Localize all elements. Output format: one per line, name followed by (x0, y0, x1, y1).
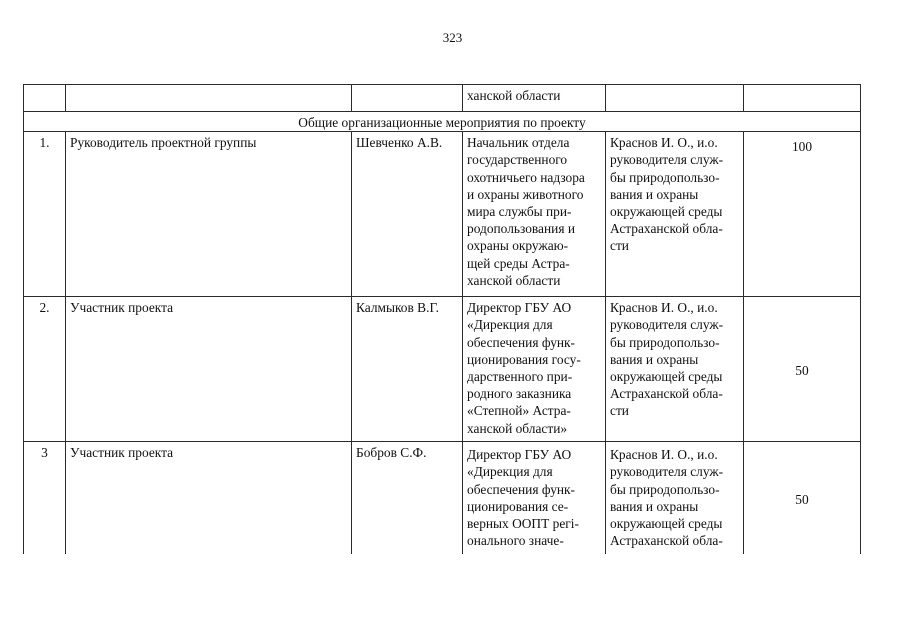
cell-name (352, 85, 463, 112)
person-name: Шевченко А.В. (352, 132, 463, 297)
participation-percent: 50 (744, 442, 861, 555)
cell-supervisor (606, 85, 744, 112)
continuation-row (24, 85, 861, 112)
section-row (24, 112, 861, 132)
project-role: Участник проекта (66, 297, 352, 442)
project-role: Руководитель проектной группы (66, 132, 352, 297)
cell-num (24, 85, 66, 112)
row-number: 2. (24, 297, 66, 442)
project-team-table (23, 84, 861, 554)
page-number: 323 (442, 30, 463, 45)
cell-percent (744, 85, 861, 112)
supervisor: Краснов И. О., и.о. руководителя служ- бы природопользо- вания и охраны окружающей среды Астраханской обла- (606, 442, 744, 555)
supervisor: Краснов И. О., и.о. руководителя служ- бы природопользо- вания и охраны окружающей среды Астраханской обла- сти (606, 132, 744, 297)
participation-percent: 100 (744, 132, 861, 297)
project-role: Участник проекта (66, 442, 352, 555)
cell-position: ханской области (463, 85, 606, 112)
row-number: 1. (24, 132, 66, 297)
person-name: Калмыков В.Г. (352, 297, 463, 442)
table-row (24, 132, 861, 297)
supervisor: Краснов И. О., и.о. руководителя служ- бы природопользо- вания и охраны окружающей среды Астраханской обла- сти (606, 297, 744, 442)
participation-percent: 50 (744, 297, 861, 442)
person-position: Начальник отдела государственного охотничьего надзора и охраны животного мира службы при- родопользования и охраны окружаю- щей среды Астра- ханской области (463, 132, 606, 297)
person-name: Бобров С.Ф. (352, 442, 463, 555)
section-title: Общие организационные мероприятия по проекту (24, 112, 861, 132)
row-number: 3 (24, 442, 66, 555)
table-row (24, 297, 861, 442)
person-position: Директор ГБУ АО «Дирекция для обеспечения функ- ционирования се- верных ООПТ регі- онального значе- (463, 442, 606, 555)
cell-role (66, 85, 352, 112)
person-position: Директор ГБУ АО «Дирекция для обеспечения функ- ционирования госу- дарственного при- родного заказника «Степной» Астра- ханской области» (463, 297, 606, 442)
table-row (24, 442, 861, 555)
